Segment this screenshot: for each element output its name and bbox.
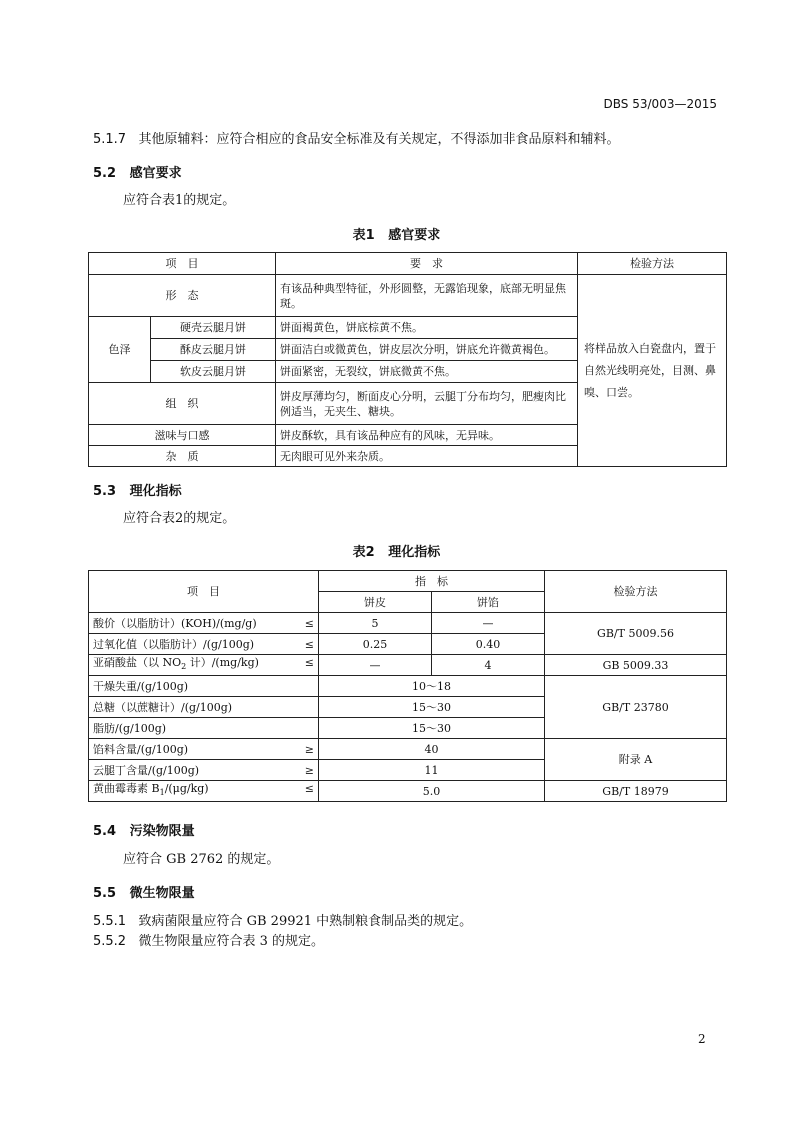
table2-row-skin: — <box>319 655 432 676</box>
table2-row-skin: 0.25 <box>319 634 432 655</box>
table1-color-sub-name: 软皮云腿月饼 <box>151 361 276 383</box>
item-name: 脂肪/(g/100g) <box>93 721 167 735</box>
limit-sign: ≤ <box>304 782 314 796</box>
table1-row-impurity-req: 无肉眼可见外来杂质。 <box>276 446 578 467</box>
table1-row-impurity-label: 杂 质 <box>89 446 276 467</box>
table1-color-sub-name: 硬壳云腿月饼 <box>151 317 276 339</box>
heading-number: 5.3 <box>93 484 117 499</box>
table2-header-skin: 饼皮 <box>319 592 432 613</box>
item-name-pre: 亚硝酸盐（以 NO <box>93 656 182 670</box>
table1-color-sub-req: 饼面紧密，无裂纹，饼底微黄不焦。 <box>276 361 578 383</box>
heading-title: 微生物限量 <box>129 886 195 901</box>
limit-sign: ≤ <box>304 637 314 651</box>
table2-row-value: 10～18 <box>319 676 545 697</box>
table1-sensory <box>88 252 727 467</box>
clause-5-5-2 <box>93 933 324 950</box>
table2-row-filling: — <box>432 613 545 634</box>
item-name-sub: 2 <box>181 662 187 672</box>
table2-method: GB 5009.33 <box>545 655 727 676</box>
heading-number: 5.4 <box>93 824 117 839</box>
table2-row-item <box>89 697 319 718</box>
heading-5-2 <box>93 162 182 181</box>
item-name-sub: 1 <box>159 788 165 798</box>
table1-header-method: 检验方法 <box>578 253 727 275</box>
item-name: 过氧化值（以脂肪计）/(g/100g) <box>93 637 255 651</box>
item-name-post: /(μg/kg) <box>164 782 209 796</box>
heading-title: 理化指标 <box>129 484 182 499</box>
document-id: DBS 53/003—2015 <box>603 97 717 111</box>
table1-caption-number: 表1 <box>352 228 375 243</box>
table2-row-item <box>89 739 319 760</box>
table2-method: GB/T 5009.56 <box>545 613 727 655</box>
table2-row-skin: 5 <box>319 613 432 634</box>
paragraph-5-3: 应符合表2的规定。 <box>123 511 236 526</box>
table1-row-color-label: 色泽 <box>89 317 151 383</box>
table2-row-item <box>89 781 319 802</box>
limit-sign: ≥ <box>304 763 314 777</box>
paragraph-5-4: 应符合 GB 2762 的规定。 <box>123 852 280 867</box>
heading-5-4 <box>93 820 195 839</box>
table2-row-item <box>89 718 319 739</box>
table2-row-filling: 0.40 <box>432 634 545 655</box>
clause-number: 5.1.7 <box>93 132 127 147</box>
table2-caption-title: 理化指标 <box>388 545 441 560</box>
clause-5-5-1 <box>93 913 472 930</box>
item-name: 干燥失重/(g/100g) <box>93 679 189 693</box>
table2-physicochemical <box>88 570 727 802</box>
item-name: 馅料含量/(g/100g) <box>93 742 189 756</box>
table1-row-texture-label: 组 织 <box>89 383 276 425</box>
item-name-post: 计）/(mg/kg) <box>186 656 259 670</box>
table1-row-texture-req: 饼皮厚薄均匀，断面皮心分明，云腿丁分布均匀，肥瘦肉比例适当，无夹生、糖块。 <box>276 383 578 425</box>
item-name: 酸价（以脂肪计）(KOH)/(mg/g) <box>93 616 257 630</box>
table2-caption-number: 表2 <box>352 545 375 560</box>
table2-method: 附录 A <box>545 739 727 781</box>
table1-color-sub-req: 饼面褐黄色，饼底棕黄不焦。 <box>276 317 578 339</box>
table2-row-value: 11 <box>319 760 545 781</box>
table2-row-value: 5.0 <box>319 781 545 802</box>
limit-sign: ≤ <box>304 656 314 670</box>
table2-row-item <box>89 676 319 697</box>
table1-color-sub-req: 饼面洁白或微黄色，饼皮层次分明，饼底允许微黄褐色。 <box>276 339 578 361</box>
clause-number: 5.5.2 <box>93 934 127 949</box>
table2-header-filling: 饼馅 <box>432 592 545 613</box>
table1-row-form-req: 有该品种典型特征，外形圆整，无露馅现象，底部无明显焦斑。 <box>276 275 578 317</box>
paragraph-5-2: 应符合表1的规定。 <box>123 193 236 208</box>
table2-row-item <box>89 634 319 655</box>
table2-method: GB/T 23780 <box>545 676 727 739</box>
table2-header-index: 指 标 <box>319 571 545 592</box>
table1-row-form-label: 形 态 <box>89 275 276 317</box>
table2-method: GB/T 18979 <box>545 781 727 802</box>
table2-row-filling: 4 <box>432 655 545 676</box>
limit-sign: ≤ <box>304 616 314 630</box>
clause-text: 致病菌限量应符合 GB 29921 中熟制粮食制品类的规定。 <box>138 914 473 929</box>
clause-number: 5.5.1 <box>93 914 127 929</box>
page-number: 2 <box>698 1032 706 1046</box>
table1-row-taste-label: 滋味与口感 <box>89 425 276 446</box>
heading-number: 5.5 <box>93 886 117 901</box>
table2-header-method: 检验方法 <box>545 571 727 613</box>
item-name-pre: 黄曲霉毒素 B <box>93 782 160 796</box>
heading-title: 感官要求 <box>129 166 182 181</box>
heading-number: 5.2 <box>93 166 117 181</box>
limit-sign: ≥ <box>304 742 314 756</box>
table2-row-value: 15～30 <box>319 697 545 718</box>
table2-caption <box>0 541 793 560</box>
table1-row-taste-req: 饼皮酥软，具有该品种应有的风味，无异味。 <box>276 425 578 446</box>
table1-header-requirement: 要 求 <box>276 253 578 275</box>
table2-row-value: 40 <box>319 739 545 760</box>
table1-method: 将样品放入白瓷盘内，置于自然光线明亮处，目测、鼻嗅、口尝。 <box>578 275 727 467</box>
item-name: 总糖（以蔗糖计）/(g/100g) <box>93 700 233 714</box>
item-name: 云腿丁含量/(g/100g) <box>93 763 200 777</box>
table2-row-item <box>89 760 319 781</box>
table1-header-item: 项 目 <box>89 253 276 275</box>
table1-color-sub-name: 酥皮云腿月饼 <box>151 339 276 361</box>
clause-text: 微生物限量应符合表 3 的规定。 <box>138 934 325 949</box>
table2-row-item <box>89 613 319 634</box>
table1-caption-title: 感官要求 <box>388 228 441 243</box>
heading-title: 污染物限量 <box>129 824 195 839</box>
clause-5-1-7 <box>93 131 620 148</box>
heading-5-3 <box>93 480 182 499</box>
table2-row-item <box>89 655 319 676</box>
heading-5-5 <box>93 882 195 901</box>
table2-row-value: 15～30 <box>319 718 545 739</box>
table1-caption <box>0 224 793 243</box>
clause-text: 其他原辅料：应符合相应的食品安全标准及有关规定，不得添加非食品原料和辅料。 <box>138 132 620 147</box>
table2-header-item: 项 目 <box>89 571 319 613</box>
